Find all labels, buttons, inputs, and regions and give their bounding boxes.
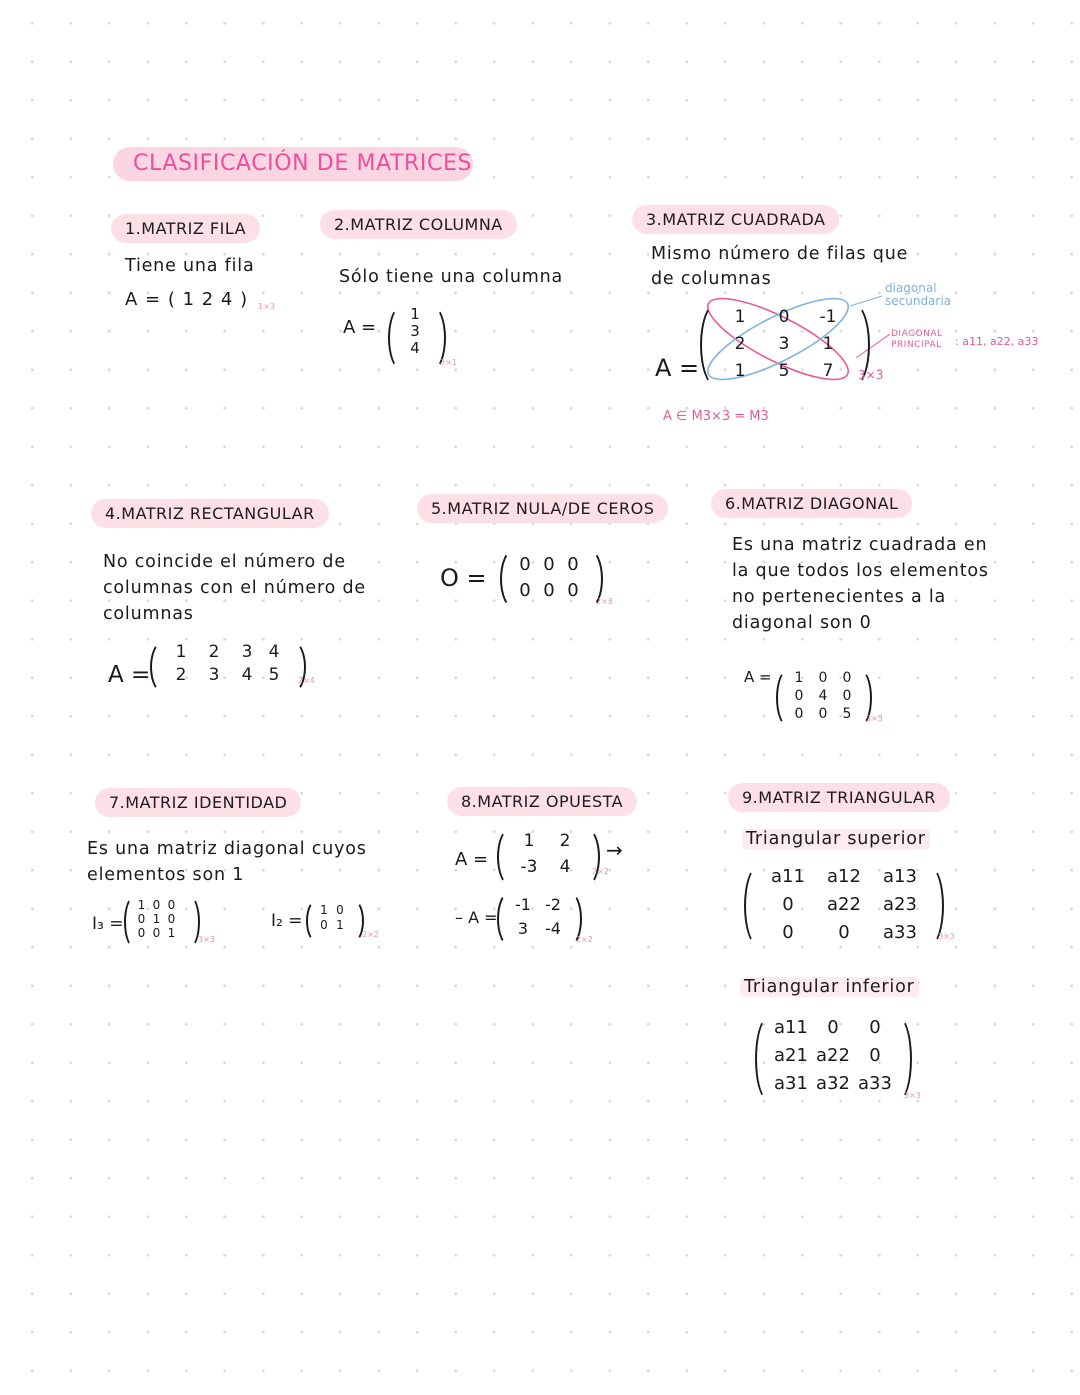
diagonal-label: A = [744, 668, 772, 686]
matrix-rectangular: 1 2 3 4 2 3 4 5 [175, 642, 280, 685]
arrow-icon: → [606, 838, 623, 862]
matrix-cuadrada: 1 0 -1 2 3 1 1 5 7 [734, 307, 837, 381]
matrix-neg-opuesta: -1 -2 3 -4 [515, 895, 561, 938]
dim-nula: 2×3 [596, 597, 613, 606]
note-diagonal-principal: DIAGONAL PRINCIPAL [891, 329, 943, 350]
heading-matriz-columna: 2.MATRIZ COLUMNA [320, 210, 517, 239]
right-paren [574, 828, 600, 886]
desc-cuadrada-2: de columnas [651, 269, 772, 289]
dim-opuesta: 2×2 [592, 867, 609, 876]
nula-label: O = [440, 564, 487, 592]
page-title: CLASIFICACIÓN DE MATRICES [113, 147, 473, 181]
desc-rectangular-3: columnas [103, 604, 194, 624]
membership-note: A ∈ M3×3 = M3 [663, 409, 769, 424]
dim-columna: 3×1 [440, 358, 457, 367]
right-paren [344, 900, 364, 942]
note-diagonal-secundaria: diagonal secundaria [885, 281, 952, 308]
desc-cuadrada-1: Mismo número de filas que [651, 244, 909, 264]
heading-matriz-diagonal: 6.MATRIZ DIAGONAL [711, 489, 912, 518]
identity-2-label: I₂ = [271, 911, 303, 931]
right-paren [280, 641, 306, 693]
dim-triangular-inferior: 3×3 [904, 1091, 921, 1100]
triangular-superior-title: Triangular superior [742, 826, 930, 852]
desc-diagonal-4: diagonal son 0 [732, 613, 872, 633]
dim-diagonal: 3×3 [866, 714, 883, 723]
heading-matriz-nula: 5.MATRIZ NULA/DE CEROS [417, 494, 668, 523]
desc-diagonal-3: no pertenecientes a la [732, 587, 947, 607]
opuesta-label: A = [455, 849, 489, 870]
desc-matriz-fila: Tiene una fila [125, 256, 255, 276]
dim-neg-opuesta: 2×2 [576, 935, 593, 944]
heading-matriz-cuadrada: 3.MATRIZ CUADRADA [632, 205, 839, 234]
matrix-diagonal: 1 0 0 0 4 0 0 0 5 [794, 670, 852, 722]
heading-matriz-rectangular: 4.MATRIZ RECTANGULAR [91, 499, 329, 528]
desc-rectangular-2: columnas con el número de [103, 578, 366, 598]
matrix-columna-label: A = [343, 317, 377, 338]
neg-opuesta-label: – A = [455, 908, 498, 927]
dim-fila: 1×3 [258, 302, 275, 311]
desc-diagonal-1: Es una matriz cuadrada en [732, 535, 988, 555]
right-paren [180, 896, 200, 948]
matrix-triangular-inferior: a11 0 0 a21 a22 0 a31 a32 a33 [774, 1017, 892, 1094]
matrix-fila-expr: A = ( 1 2 4 ) [125, 289, 249, 310]
matrix-identidad-3: 1 0 0 0 1 0 0 0 1 [137, 898, 176, 940]
dim-identidad-2: 2×2 [362, 930, 379, 939]
desc-rectangular-1: No coincide el número de [103, 552, 346, 572]
matrix-columna: 1 3 4 [410, 305, 420, 357]
rectangular-label: A = [108, 662, 151, 688]
heading-matriz-triangular: 9.MATRIZ TRIANGULAR [728, 783, 950, 812]
right-paren [884, 1016, 912, 1102]
dim-identidad-3: 3×3 [198, 935, 215, 944]
cuadrada-label: A = [655, 354, 700, 382]
heading-matriz-opuesta: 8.MATRIZ OPUESTA [447, 787, 637, 816]
note-principal-elements: : a11, a22, a33 [955, 335, 1039, 348]
matrix-triangular-superior: a11 a12 a13 0 a22 a23 0 0 a33 [771, 866, 917, 943]
desc-identidad-1: Es una matriz diagonal cuyos [87, 839, 367, 859]
desc-diagonal-2: la que todos los elementos [732, 561, 989, 581]
heading-matriz-fila: 1.MATRIZ FILA [111, 214, 260, 243]
dim-triangular-superior: 3×3 [938, 932, 955, 941]
matrix-identidad-2: 1 0 0 1 [320, 903, 344, 932]
matrix-opuesta: 1 2 -3 4 [520, 831, 571, 877]
dim-cuadrada: 3×3 [858, 368, 884, 382]
matrix-nula: 0 0 0 0 0 0 [519, 554, 579, 601]
identity-3-label: I₃ = [92, 914, 124, 934]
heading-matriz-identidad: 7.MATRIZ IDENTIDAD [95, 788, 301, 817]
triangular-inferior-title: Triangular inferior [740, 974, 919, 1000]
desc-identidad-2: elementos son 1 [87, 865, 245, 885]
dim-rectangular: 2×4 [298, 676, 315, 685]
desc-matriz-columna: Sólo tiene una columna [339, 267, 564, 287]
